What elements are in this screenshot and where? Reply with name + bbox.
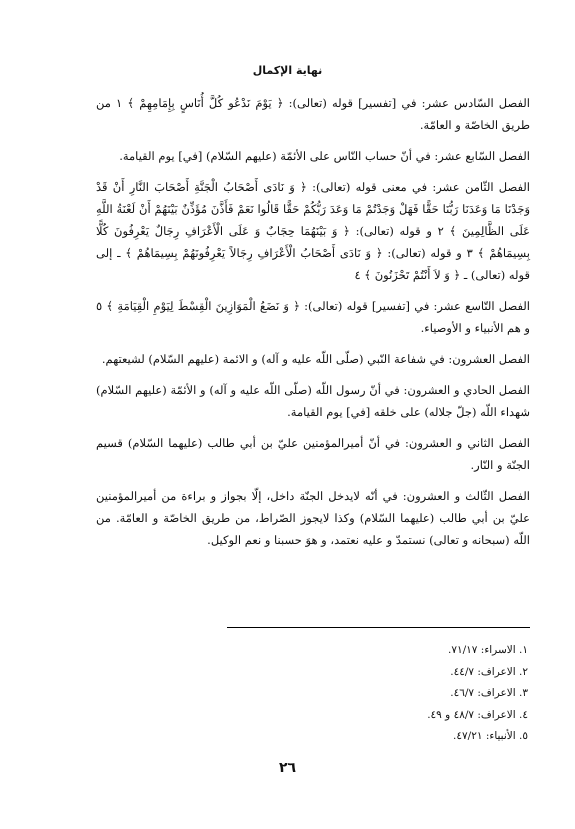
chapter-21-paragraph: الفصل الحادي و العشرون: في أنّ رسول اللّه (صلّى اللّه عليه و آله) و الأئمّة (عليهم السّلام) شهداء اللّه (جلّ جلاله) على خلقه [في] يوم القيامة.: [96, 383, 530, 419]
chapter-16-paragraph: الفصل السّادس عشر: في [تفسير] قوله (تعالى): ﴿ يَوْمَ نَدْعُو كُلَّ أُنَاسٍ بِإِمَامِهِمْ ﴾ ١ من طريق الخاصّة و العامّة.: [96, 96, 530, 132]
chapter-23-paragraph: الفصل الثّالث و العشرون: في أنّه لايدخل الجنّة داخل، إلّا بجواز و براءة من أميرالمؤمنين عليّ بن أبي طالب (عليهما السّلام) وكذا لايجوز الصّراط، من طريق الخاصّة و العامّة. من اللّه (سبحانه و تعالى) نستمدّ و عليه نعتمد، و هوَ حسبنا و نعم الوكيل.: [96, 489, 530, 547]
chapter-19-paragraph: الفصل التّاسع عشر: في [تفسير] قوله (تعالى): ﴿ وَ نَضَعُ الْمَوَازِينَ الْقِسْطَ لِيَوْمِ الْقِيَامَةِ ﴾ ٥ و هم الأنبياء و الأوصياء.: [96, 299, 530, 335]
main-text: [96, 92, 530, 560]
page-number: ٢٦: [278, 760, 297, 776]
footnote-2: ٢. الاعراف: ٤٤/٧.: [450, 665, 528, 678]
running-header: نهاية الإكمال: [252, 64, 323, 77]
footnote-divider: [227, 627, 530, 628]
chapter-20-paragraph: الفصل العشرون: في شفاعة النّبي (صلّى اللّه عليه و آله) و الائمة (عليهم السّلام) لشيعتهم.: [101, 352, 530, 366]
chapter-18-paragraph: الفصل الثّامن عشر: في معنى قوله (تعالى): ﴿ وَ نَادَى أَصْحَابُ الْجَنَّةِ أَصْحَابَ النَّارِ أَنْ قَدْ وَجَدْنَا مَا وَعَدَنَا رَبُّنَا حَقًّا فَهَلْ وَجَدْتُمْ مَا وَعَدَ رَبُّكُمْ حَقًّا قَالُوا نَعَمْ فَأَذَّنَ مُؤَذِّنٌ بَيْنَهُمْ أَنْ لَعْنَةُ اللَّهِ عَلَى الظَّالِمِينَ ﴾ ٢ و قوله (تعالى): ﴿ وَ بَيْنَهُمَا حِجَابٌ وَ عَلَى الْأَعْرَافِ رِجَالٌ يَعْرِفُونَ كُلًّا بِسِيمَاهُمْ ﴾ ٣ و قوله (تعالى): ﴿ وَ نَادَى أَصْحَابُ الْأَعْرَافِ رِجَالاً يَعْرِفُونَهُمْ بِسِيمَاهُمْ ﴾ ـ إلى قوله (تعالى) ـ ﴿ وَ لاَ أَنْتُمْ تَحْزَنُونَ ﴾ ٤: [96, 180, 530, 282]
footnote-5: ٥. الأنبياء: ٤٧/٢١.: [453, 730, 528, 742]
footnote-4: ٤. الاعراف: ٤٨/٧ و ٤٩.: [427, 708, 528, 721]
chapter-17-paragraph: الفصل السّابع عشر: في أنّ حساب النّاس على الأئمّة (عليهم السّلام) [في] يوم القيامة.: [119, 149, 530, 163]
chapter-22-paragraph: الفصل الثاني و العشرون: في أنّ أميرالمؤمنين عليّ بن أبي طالب (عليهما السّلام) قسيم الجنّة و النّار.: [96, 436, 530, 472]
footnote-3: ٣. الاعراف: ٤٦/٧.: [450, 687, 528, 699]
footnotes: [300, 640, 528, 748]
footnote-1: ١. الاسراء: ٧١/١٧.: [448, 644, 528, 656]
